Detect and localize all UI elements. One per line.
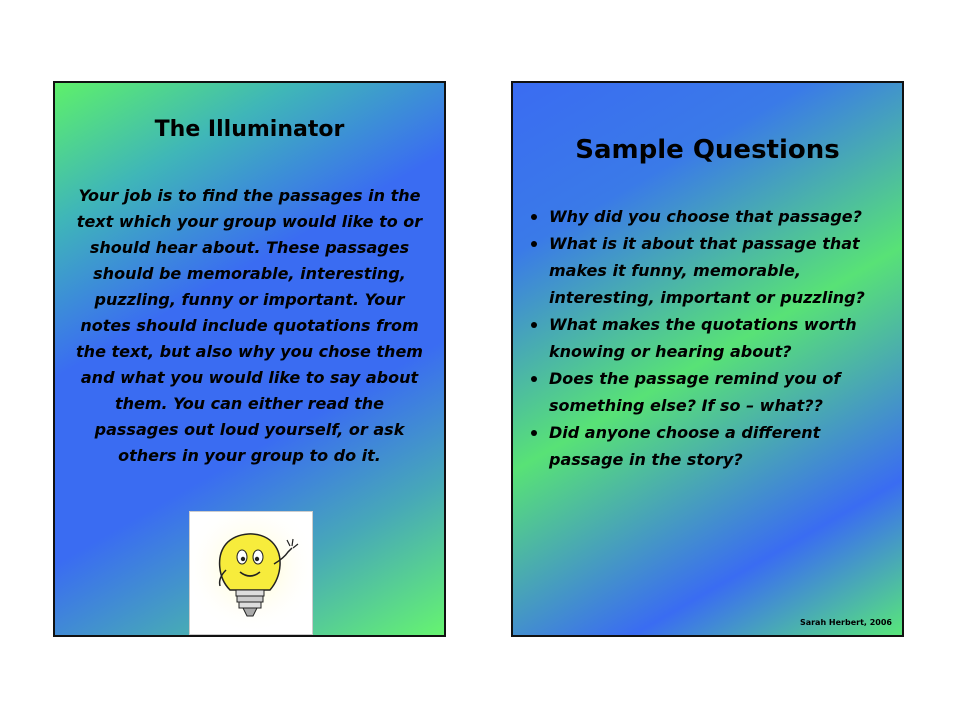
- card-title: Sample Questions: [575, 135, 840, 165]
- bullet-icon: [531, 241, 537, 247]
- card-title: The Illuminator: [154, 117, 345, 142]
- list-item: Does the passage remind you of something else? If so – what??: [525, 365, 892, 419]
- question-list: [525, 203, 892, 473]
- sample-questions-card: [511, 81, 904, 637]
- author-credit: Sarah Herbert, 2006: [799, 618, 892, 627]
- list-item: Did anyone choose a different passage in the story?: [525, 419, 892, 473]
- lightbulb-illustration: [189, 511, 313, 635]
- illuminator-card: [53, 81, 446, 637]
- list-item: What is it about that passage that makes it funny, memorable, interesting, important or puzzling?: [525, 230, 892, 311]
- lightbulb-icon: [190, 512, 312, 634]
- bullet-icon: [531, 430, 537, 436]
- bullet-icon: [531, 322, 537, 328]
- bullet-icon: [531, 214, 537, 220]
- list-item: Why did you choose that passage?: [525, 203, 892, 230]
- list-item: What makes the quotations worth knowing or hearing about?: [525, 311, 892, 365]
- bullet-icon: [531, 376, 537, 382]
- role-description: Your job is to find the passages in the text which your group would like to or should hear about. These passages should be memorable, interesting, puzzling, funny or important. Your notes should include quotations from the text, but also why you chose them and what you would like to say about them. You can either read the passages out loud yourself, or ask others in your group to do it.: [76, 186, 423, 465]
